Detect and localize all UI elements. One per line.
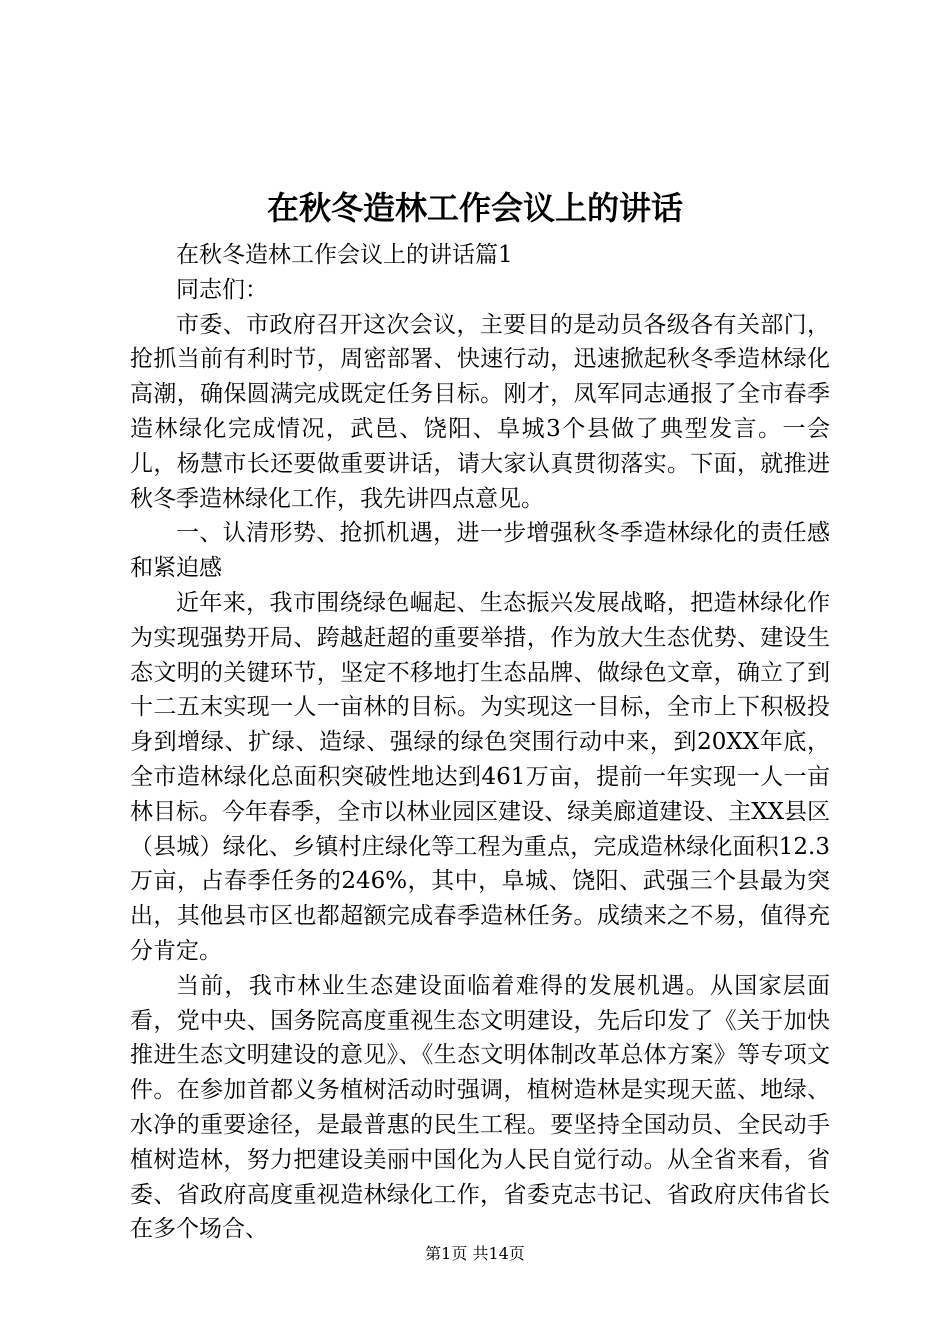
- paragraph: 当前，我市林业生态建设面临着难得的发展机遇。从国家层面看，党中央、国务院高度重视生态文明建设，先后印发了《关于加快推进生态文明建设的意见》、《生态文明体制改革总体方案》等专项文件。在参加首都义务植树活动时强调，植树造林是实现天蓝、地绿、水净的重要途径，是最普惠的民生工程。要坚持全国动员、全民动手植树造林，努力把建设美丽中国化为人民自觉行动。从全省来看，省委、省政府高度重视造林绿化工作，省委克志书记、省政府庆伟省长在多个场合、: [130, 972, 830, 1243]
- section-heading: 一、认清形势、抢抓机遇，进一步增强秋冬季造林绿化的责任感和紧迫感: [130, 520, 830, 582]
- page-number-footer: 第1页 共14页: [425, 1244, 525, 1263]
- salutation: 同志们：: [176, 276, 268, 303]
- document-body: [130, 238, 830, 1247]
- document-title: 在秋冬造林工作会议上的讲话: [266, 189, 683, 227]
- paragraph: 市委、市政府召开这次会议，主要目的是动员各级各有关部门，抢抓当前有利时节，周密部署、快速行动，迅速掀起秋冬季造林绿化高潮，确保圆满完成既定任务目标。刚才，凤军同志通报了全市春季造林绿化完成情况，武邑、饶阳、阜城3个县做了典型发言。一会儿，杨慧市长还要做重要讲话，请大家认真贯彻落实。下面，就推进秋冬季造林绿化工作，我先讲四点意见。: [130, 311, 830, 512]
- document-subtitle: 在秋冬造林工作会议上的讲话篇1: [176, 242, 513, 268]
- paragraph: 近年来，我市围绕绿色崛起、生态振兴发展战略，把造林绿化作为实现强势开局、跨越赶超的重要举措，作为放大生态优势、建设生态文明的关键环节，坚定不移地打生态品牌、做绿色文章，确立了到十二五末实现一人一亩林的目标。为实现这一目标，全市上下积极投身到增绿、扩绿、造绿、强绿的绿色突围行动中来，到20XX年底，全市造林绿化总面积突破性地达到461万亩，提前一年实现一人一亩林目标。今年春季，全市以林业园区建设、绿美廊道建设、主XX县区（县城）绿化、乡镇村庄绿化等工程为重点，完成造林绿化面积12.3万亩，占春季任务的246%，其中，阜城、饶阳、武强三个县最为突出，其他县市区也都超额完成春季造林任务。成绩来之不易，值得充分肯定。: [130, 589, 830, 964]
